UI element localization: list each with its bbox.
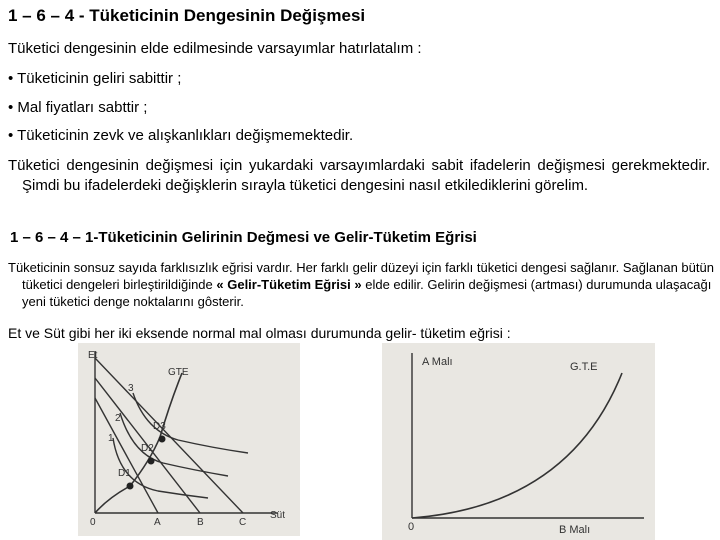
assumption-prices: • Mal fiyatları sabttir ;: [8, 99, 148, 116]
assumption-income: • Tüketicinin geliri sabittir ;: [8, 70, 182, 87]
intercept-b-label: B: [197, 517, 204, 528]
intercept-c-label: C: [239, 517, 247, 528]
income-consumption-figure-right: [382, 343, 655, 540]
left-x-axis-label: Süt: [270, 510, 286, 521]
right-gte-label: G.T.E: [570, 361, 598, 373]
indifference-curve-2: [120, 413, 228, 476]
right-origin-label: 0: [408, 521, 415, 533]
right-figure-svg: [382, 343, 655, 540]
budget-line-c: [95, 358, 243, 513]
left-y-axis-label: Et: [88, 350, 98, 361]
explanation-part2: elde edilir. Gelirin değişmesi (artması) durumunda ulaşacağı yeni tüketici denge noktalarını gôsterir.: [22, 277, 712, 309]
indifference-label-1: 1: [108, 433, 114, 444]
assumption-tastes: • Tüketicinin zevk ve alışkanlıkları değişmemektedir.: [8, 127, 354, 144]
explanation-part1: Tüketicinin sonsuz sayıda farklısızlık eğrisi vardır. Her farklı gelir düzeyi için farklı tüketici dengesi sağlanır. Sağlanan bütün tüketici dengeleri birleştirildiğinde: [8, 260, 714, 292]
right-x-axis-label: B Malı: [559, 524, 591, 536]
equilibrium-label-d2: D2: [141, 443, 154, 454]
equilibrium-label-d1: D1: [118, 468, 131, 479]
explanation-bold-term: « Gelir-Tüketim Eğrisi »: [216, 277, 362, 292]
section-subheading: 1 – 6 – 4 – 1-Tüketicinin Gelirinin Değmesi ve Gelir-Tüketim Eğrisi: [10, 229, 477, 246]
right-y-axis-label: A Malı: [422, 356, 453, 368]
indifference-label-3: 3: [128, 383, 134, 394]
equilibrium-point-d1: [127, 483, 134, 490]
equilibrium-point-d3: [159, 436, 166, 443]
budget-line-a: [95, 398, 158, 513]
left-origin-label: 0: [90, 517, 96, 528]
gte-curve-right: [412, 373, 622, 518]
figure-caption: Et ve Süt gibi her iki eksende normal mal olması durumunda gelir- tüketim eğrisi :: [8, 325, 511, 341]
equilibrium-label-d3: D3: [153, 421, 166, 432]
intercept-a-label: A: [154, 517, 161, 528]
explanation-paragraph: [8, 259, 718, 310]
indifference-label-2: 2: [115, 413, 121, 424]
page-title: 1 – 6 – 4 - Tüketicinin Dengesinin Değişmesi: [8, 6, 366, 25]
intro-text: Tüketici dengesinin elde edilmesinde varsayımlar hatırlatalım :: [8, 40, 422, 57]
income-consumption-figure-left: [78, 343, 300, 536]
change-paragraph: Tüketici dengesinin değişmesi için yukardaki varsayımlardaki sabit ifadelerin değişmesi gerekmektedir. Şimdi bu ifadelerdeki değişklerin sırayla tüketici dengesini nasıl etkilediklerini görelim.: [8, 157, 710, 194]
equilibrium-point-d2: [148, 458, 155, 465]
left-figure-svg: [78, 343, 300, 536]
gte-label: GTE: [168, 367, 189, 378]
